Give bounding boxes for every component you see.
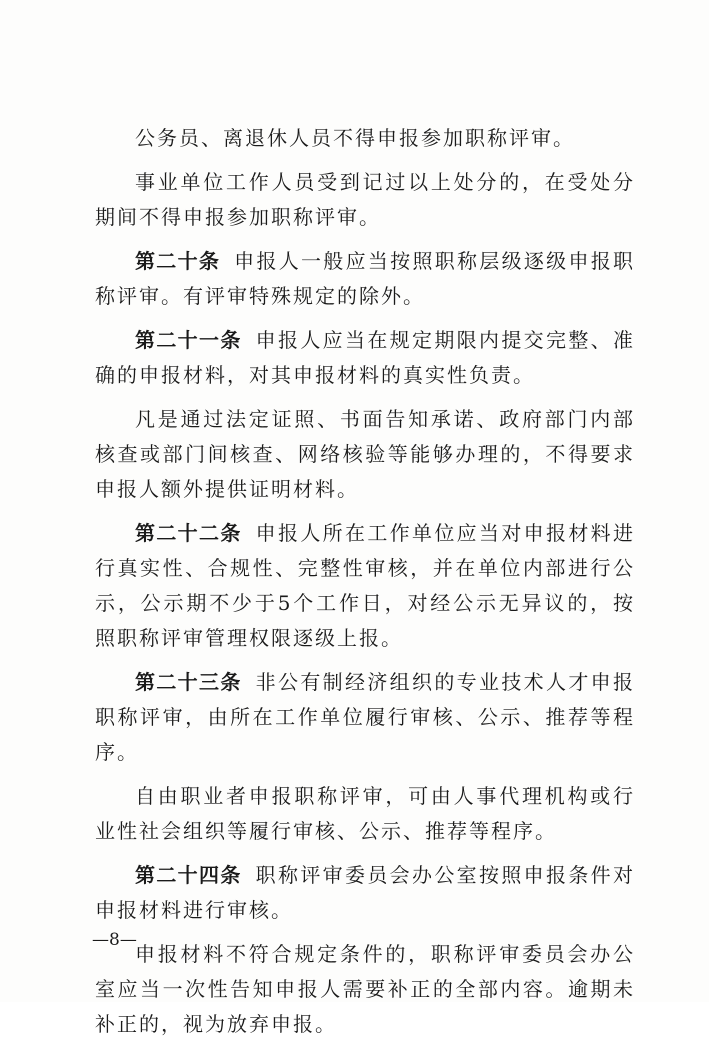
paragraph bbox=[95, 937, 635, 1042]
paragraph bbox=[95, 402, 635, 507]
article-24 bbox=[95, 858, 635, 928]
article-number: 第二十二条 bbox=[135, 521, 242, 545]
paragraph-text: 申报人一般应当按照职称层级逐级申报职称评审。有评审特殊规定的除外。 bbox=[95, 249, 636, 308]
paragraph bbox=[95, 165, 635, 235]
article-20 bbox=[95, 244, 635, 314]
article-23 bbox=[95, 665, 635, 770]
paragraph bbox=[95, 779, 635, 849]
paragraph-text: 自由职业者申报职称评审，可由人事代理机构或行业性社会组织等履行审核、公示、推荐等程序。 bbox=[95, 784, 635, 843]
paragraph-text: 事业单位工作人员受到记过以上处分的，在受处分期间不得申报参加职称评审。 bbox=[95, 170, 635, 229]
paragraph-text: 公务员、离退休人员不得申报参加职称评审。 bbox=[135, 126, 575, 150]
document-body bbox=[95, 121, 635, 1051]
paragraph-text: 申报人应当在规定期限内提交完整、准确的申报材料，对其申报材料的真实性负责。 bbox=[95, 328, 636, 387]
article-21 bbox=[95, 323, 635, 393]
article-number: 第二十四条 bbox=[135, 863, 242, 887]
page-number: —8— bbox=[92, 930, 137, 950]
paragraph-text: 凡是通过法定证照、书面告知承诺、政府部门内部核查或部门间核查、网络核验等能够办理的，不得要求申报人额外提供证明材料。 bbox=[95, 407, 635, 501]
paragraph bbox=[95, 121, 635, 156]
article-number: 第二十条 bbox=[135, 249, 221, 273]
paragraph-text: 职称评审委员会办公室按照申报条件对申报材料进行审核。 bbox=[95, 863, 636, 922]
paragraph-text: 申报材料不符合规定条件的，职称评审委员会办公室应当一次性告知申报人需要补正的全部内容。逾期未补正的，视为放弃申报。 bbox=[95, 942, 635, 1036]
paragraph-text: 申报人所在工作单位应当对申报材料进行真实性、合规性、完整性审核，并在单位内部进行公示，公示期不少于5个工作日，对经公示无异议的，按照职称评审管理权限逐级上报。 bbox=[95, 521, 636, 650]
paragraph-text: 非公有制经济组织的专业技术人才申报职称评审，由所在工作单位履行审核、公示、推荐等程序。 bbox=[95, 670, 636, 764]
article-number: 第二十三条 bbox=[135, 670, 242, 694]
article-number: 第二十一条 bbox=[135, 328, 242, 352]
article-22 bbox=[95, 516, 635, 656]
